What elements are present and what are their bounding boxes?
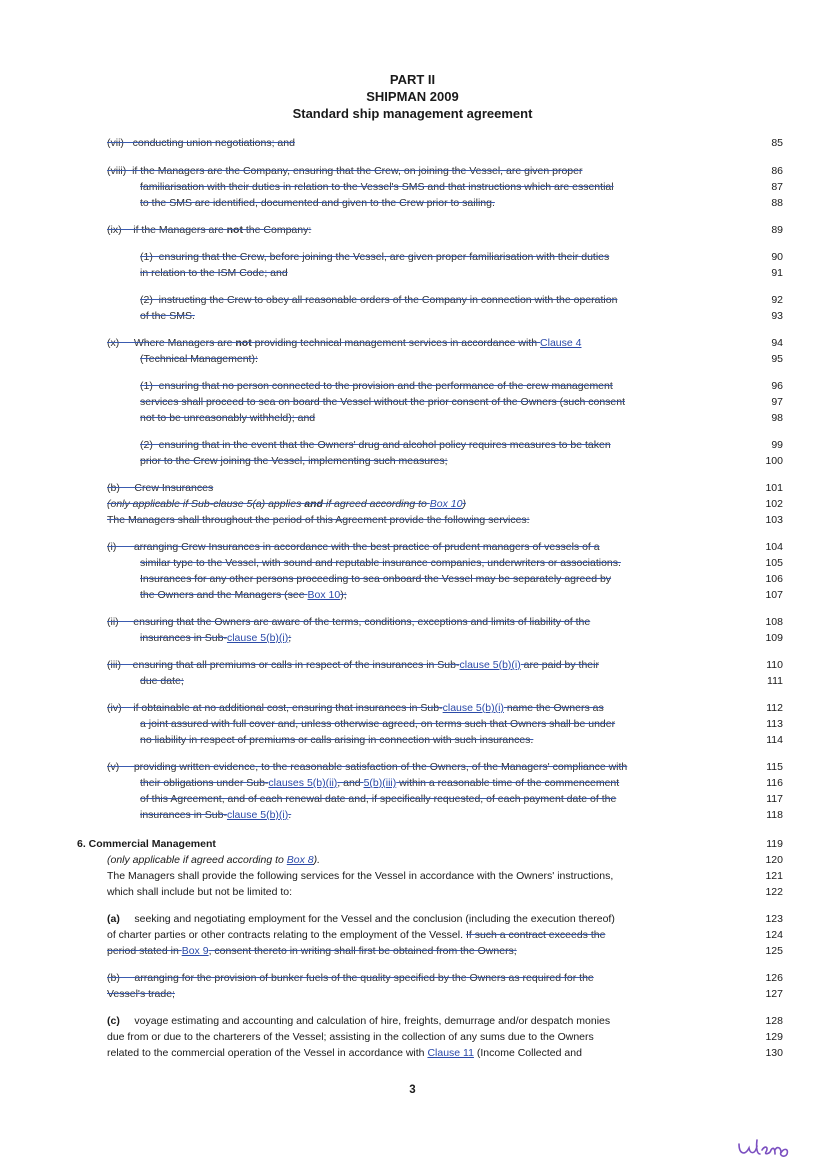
text-line [107,988,175,1001]
text-segment: prior to the Crew joining the Vessel, implementing such measures; [140,455,448,467]
clause-link[interactable]: clause 5(b)(i) [226,809,289,821]
document-title: Standard ship management agreement [292,106,533,121]
clause-link[interactable]: clause 5(b)(i) [442,702,504,714]
line-number: 117 [766,793,783,805]
clause-link[interactable]: Box 9 [181,945,209,957]
line-number: 124 [765,929,783,941]
text-segment: (viii) if the Managers are the Company, ensuring that the Crew, on joining the Vessel, are given proper [107,165,583,177]
text-segment: providing technical management services in accordance with [251,337,541,349]
text-segment: similar type to the Vessel, with sound and reputable insurance companies, underwriters or associations. [140,557,621,569]
text-segment: not [235,337,252,349]
line-number: 103 [765,514,783,526]
line-number: 90 [771,251,783,263]
line-number: 121 [765,870,783,882]
text-line [140,310,195,323]
text-segment: (iii) ensuring that all premiums or calls in respect of the insurances in Sub- [107,659,460,671]
line-number: 110 [766,659,783,671]
line-number: 122 [765,886,783,898]
text-line [140,353,258,366]
clause-link[interactable]: clauses 5(b)(ii) [268,777,338,789]
line-number: 118 [766,809,783,821]
text-line [140,455,448,468]
line-number: 98 [771,412,783,424]
line-number: 89 [771,224,783,236]
line-number: 96 [771,380,783,392]
text-line [107,541,600,554]
line-number: 100 [765,455,783,467]
clause-link[interactable]: clause 5(b)(i) [459,659,521,671]
text-line [107,972,594,985]
text-segment: (ii) ensuring that the Owners are aware of the terms, conditions, exceptions and limits of liability of the [107,616,591,628]
text-line [107,616,590,629]
text-segment: (a) [107,913,120,925]
text-segment: , consent thereto in writing shall first be obtained from the Owners; [208,945,517,957]
line-number: 120 [765,854,783,866]
line-number: 99 [771,439,783,451]
line-number: 102 [765,498,783,510]
text-line [107,870,613,883]
text-line [107,854,320,867]
text-segment: (x) Where Managers are [107,337,236,349]
text-segment: the Owners and the Managers (see [140,589,308,601]
line-number: 111 [767,675,783,687]
line-number: 91 [771,267,783,279]
text-line [140,809,291,822]
text-line [140,412,315,425]
line-number: 93 [771,310,783,322]
clause-link[interactable]: Clause 4 [540,337,582,349]
line-number: 113 [766,718,783,730]
text-segment: (Income Collected and [473,1047,582,1059]
text-line [107,337,581,350]
text-segment: (iv) if obtainable at no additional cost, ensuring that insurances in Sub- [107,702,443,714]
text-segment: (1) ensuring that the Crew, before joining the Vessel, are given proper familiarisation with their duties [140,251,610,263]
text-segment: (2) ensuring that in the event that the Owners' drug and alcohol policy requires measures to be taken [140,439,611,451]
line-number: 112 [766,702,783,714]
text-line [107,886,292,899]
text-line [107,1015,610,1028]
text-line [107,1047,582,1060]
text-segment: ) [462,498,466,510]
text-segment: of the SMS. [140,310,195,322]
text-line [107,761,627,774]
line-number: 125 [765,945,783,957]
line-number: 128 [765,1015,783,1027]
part-heading: PART II [389,72,436,87]
text-segment: related to the commercial operation of the Vessel in accordance with [107,1047,428,1059]
text-segment: (only applicable if Sub-clause 5(a) applies [107,498,305,510]
text-line [107,702,604,715]
text-line [107,498,466,511]
text-segment: (1) ensuring that no person connected to the provision and the performance of the crew management [140,380,613,392]
text-segment: their obligations under Sub- [140,777,269,789]
text-segment: due from or due to the charterers of the Vessel; assisting in the collection of any sums due to the Owners [107,1031,594,1043]
text-segment: the Company: [242,224,312,236]
line-number: 87 [771,181,783,193]
line-number: 114 [766,734,783,746]
text-segment: voyage estimating and accounting and calculation of hire, freights, demurrage and/or despatch monies [119,1015,611,1027]
text-segment: insurances in Sub- [140,809,227,821]
line-number: 86 [771,165,783,177]
text-segment: (i) arranging Crew Insurances in accordance with the best practice of prudent managers of vessels of a [107,541,600,553]
clause-link[interactable]: Box 8 [286,854,314,866]
text-segment: Insurances for any other persons proceeding to sea onboard the Vessel may be separately agreed by [140,573,612,585]
text-segment: due date; [140,675,184,687]
text-line [107,945,517,958]
text-segment: ; [288,632,292,644]
line-number: 85 [771,137,783,149]
text-segment: ); [340,589,347,601]
text-segment: If such a contract exceeds the [465,929,606,941]
text-segment: insurances in Sub- [140,632,227,644]
line-number: 127 [765,988,783,1000]
text-segment: (c) [107,1015,120,1027]
page-number: 3 [409,1084,416,1096]
text-segment: a joint assured with full cover and, unless otherwise agreed, on terms such that Owners shall be under [140,718,616,730]
line-number: 106 [765,573,783,585]
text-line [107,913,615,926]
signature-initials [735,1136,795,1162]
text-line [140,439,611,452]
clause-link[interactable]: Box 10 [429,498,463,510]
text-segment: no liability in respect of premiums or calls arising in connection with such insurances. [140,734,534,746]
clause-link[interactable]: Clause 11 [427,1047,474,1059]
line-number: 94 [771,337,783,349]
text-line [107,1031,594,1044]
text-line [107,929,605,942]
text-segment: The Managers shall throughout the period of this Agreement provide the following services: [107,514,530,526]
text-line [140,396,625,409]
text-segment: (vii) conducting union negotiations; and [107,137,295,149]
line-number: 104 [765,541,783,553]
line-number: 123 [765,913,783,925]
text-segment: within a reasonable time of the commencement [396,777,620,789]
text-line [77,838,216,851]
text-line [140,573,611,586]
text-segment: (v) providing written evidence, to the reasonable satisfaction of the Owners, of the Managers' compliance with [107,761,628,773]
line-number: 92 [771,294,783,306]
line-number: 108 [765,616,783,628]
text-line [140,197,495,210]
text-segment: which shall include but not be limited to: [107,886,293,898]
line-number: 101 [765,482,783,494]
text-segment: services shall proceed to sea on board the Vessel without the prior consent of the Owners (such consent [140,396,626,408]
text-line [140,734,533,747]
line-number: 107 [765,589,783,601]
text-segment: in relation to the ISM Code; and [140,267,288,279]
text-segment: and [304,498,323,510]
line-number: 129 [765,1031,783,1043]
text-segment: (b) arranging for the provision of bunker fuels of the quality specified by the Owners as required for the [107,972,594,984]
text-line [140,718,615,731]
text-segment: Vessel's trade; [107,988,175,1000]
text-line [140,380,613,393]
form-name: SHIPMAN 2009 [366,89,459,104]
line-number: 105 [765,557,783,569]
text-segment: familiarisation with their duties in relation to the Vessel's SMS and that instructions which are essential [140,181,614,193]
text-segment: The Managers shall provide the following services for the Vessel in accordance with the Owners' instructions, [107,870,614,882]
text-line [140,589,347,602]
text-segment: (b) Crew Insurances [107,482,214,494]
text-line [140,557,621,570]
line-number: 115 [766,761,783,773]
line-number: 109 [765,632,783,644]
text-segment: name the Owners as [503,702,604,714]
text-line [140,251,609,264]
text-segment: . [288,809,292,821]
text-segment: ). [313,854,321,866]
text-segment: if agreed according to [322,498,430,510]
text-segment: (only applicable if agreed according to [107,854,287,866]
text-line [107,137,295,150]
line-number: 116 [766,777,783,789]
clause-link[interactable]: Box 10 [307,589,341,601]
text-line [140,181,614,194]
line-number: 95 [771,353,783,365]
text-line [107,224,311,237]
text-segment: are paid by their [520,659,599,671]
text-line [140,632,291,645]
line-number: 88 [771,197,783,209]
text-line [140,294,617,307]
text-segment: of charter parties or other contracts relating to the employment of the Vessel. [107,929,466,941]
line-number: 119 [766,838,783,850]
text-line [140,675,184,688]
text-segment: not [226,224,243,236]
text-line [107,514,530,527]
line-number: 130 [765,1047,783,1059]
text-segment: (ix) if the Managers are [107,224,227,236]
text-segment: period stated in [107,945,182,957]
text-line [140,777,619,790]
clause-link[interactable]: clause 5(b)(i) [226,632,289,644]
text-segment: of this Agreement, and of each renewal date and, if specifically requested, of each payment date of the [140,793,617,805]
text-line [107,482,213,495]
text-line [140,793,616,806]
line-number: 97 [771,396,783,408]
text-segment: to the SMS are identified, documented and given to the Crew prior to sailing. [140,197,495,209]
text-line [140,267,288,280]
text-line [107,659,599,672]
text-line [107,165,582,178]
text-segment: (2) instructing the Crew to obey all reasonable orders of the Company in connection with the operation [140,294,618,306]
text-segment: not to be unreasonably withheld); and [140,412,316,424]
text-segment: 6. Commercial Management [77,838,216,850]
text-segment: (Technical Management): [140,353,258,365]
text-segment: , and [337,777,364,789]
clause-link[interactable]: 5(b)(iii) [363,777,397,789]
text-segment: seeking and negotiating employment for the Vessel and the conclusion (including the execution thereof) [119,913,615,925]
line-number: 126 [765,972,783,984]
